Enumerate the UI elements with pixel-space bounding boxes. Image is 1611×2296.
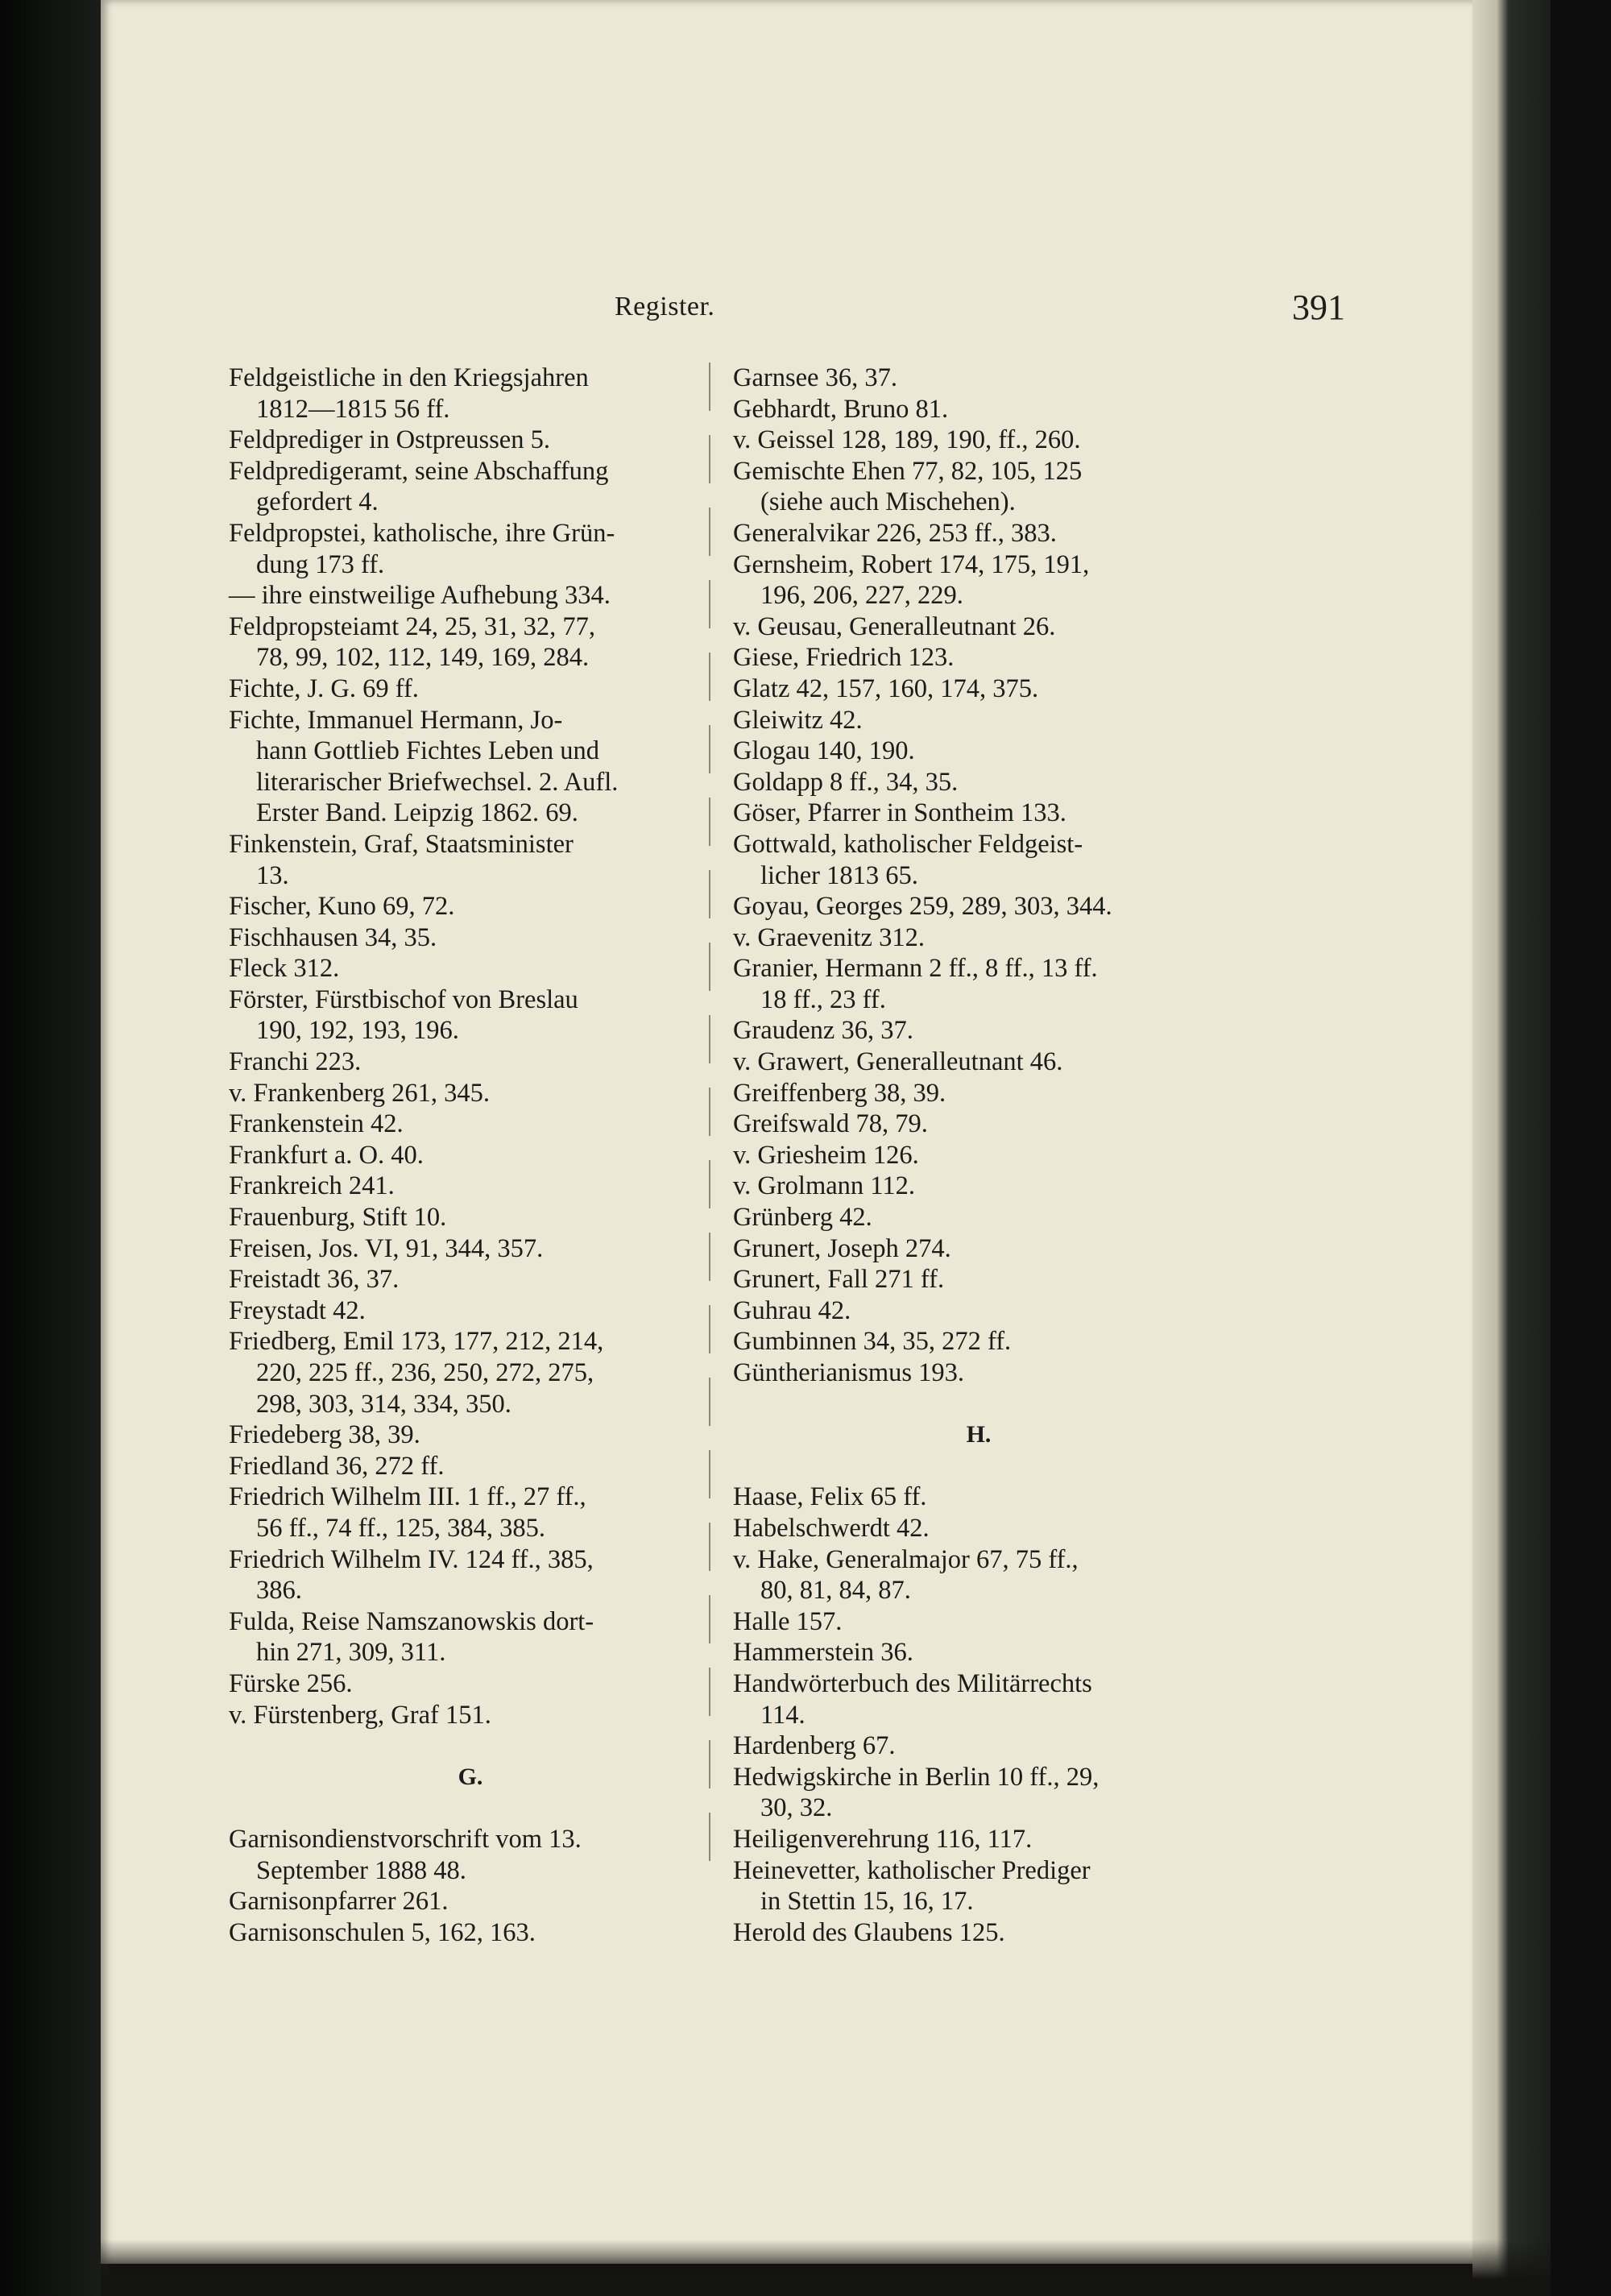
index-entry [229,984,712,1046]
index-entry-headline: Gernsheim, Robert 174, 175, 191, [733,549,1090,579]
index-entry-headline: Friedland 36, 272 ff. [229,1451,445,1481]
index-entry-headline: Friedrich Wilhelm III. 1 ff., 27 ff., [229,1482,586,1512]
index-entry-headline: Grünberg 42. [733,1203,872,1233]
index-entry [733,518,1224,549]
index-entry-headline: Frankenstein 42. [229,1109,404,1139]
index-entry-headline: Garnisonpfarrer 261. [229,1887,449,1917]
index-entry [229,1606,712,1668]
index-entry-headline: Halle 157. [733,1606,843,1636]
index-entry [733,1855,1224,1917]
index-entry [229,922,712,954]
index-entry [733,456,1224,518]
index-column-left [229,363,712,1948]
index-entry-headline: Fischhausen 34, 35. [229,922,437,952]
index-entry [733,705,1224,736]
index-entry-headline: Freystadt 42. [229,1295,366,1325]
index-entry [733,1606,1224,1638]
index-entry-continuation: 13. [256,860,289,890]
index-entry-continuation: gefordert 4. [256,487,379,517]
index-entry-headline: Güntherianismus 193. [733,1358,965,1387]
index-entries-g [733,363,1224,1389]
index-entry-continuation: 386. [256,1576,302,1606]
index-entry [733,611,1224,643]
index-entry [733,767,1224,798]
section-spacer [229,1730,712,1762]
index-entry-continuation: 196, 206, 227, 229. [760,581,963,611]
index-entry-headline: v. Griesheim 126. [733,1140,919,1170]
index-entry [733,953,1224,1015]
index-entry [733,1264,1224,1295]
index-entry-headline: Friedrich Wilhelm IV. 124 ff., 385, [229,1544,594,1574]
index-entry [733,1078,1224,1109]
index-entry-headline: Frauenburg, Stift 10. [229,1203,447,1233]
index-entry-headline: Freisen, Jos. VI, 91, 344, 357. [229,1233,544,1263]
index-entry [733,1233,1224,1265]
index-entry-headline: Haase, Felix 65 ff. [733,1482,927,1512]
index-entry [229,1140,712,1171]
index-entry [229,1668,712,1700]
index-entry-headline: Franchi 223. [229,1047,362,1077]
index-entry-headline: Gumbinnen 34, 35, 272 ff. [733,1327,1012,1357]
index-entry [229,705,712,829]
running-header [226,284,1345,327]
index-entry-continuation: September 1888 48. [256,1855,466,1885]
index-entry-headline: Giese, Friedrich 123. [733,643,955,673]
section-spacer [733,1389,1224,1420]
index-entry-headline: Fürske 256. [229,1668,353,1698]
index-entry [733,1109,1224,1140]
index-entry [733,549,1224,611]
index-entry-headline: Grunert, Fall 271 ff. [733,1265,945,1295]
index-entry [733,1295,1224,1327]
index-entry-continuation: dung 173 ff. [256,549,385,579]
index-entry [229,1326,712,1419]
index-entry-headline: v. Geusau, Generalleutnant 26. [733,611,1056,641]
index-entry [229,1824,712,1886]
running-title: Register. [615,292,715,321]
index-entry [733,1637,1224,1668]
index-entry-continuation: hin 271, 309, 311. [256,1638,446,1668]
index-entry-continuation: 56 ff., 74 ff., 125, 384, 385. [256,1513,545,1543]
index-entry-headline: Gemischte Ehen 77, 82, 105, 125 [733,456,1083,486]
index-entry-headline: Grunert, Joseph 274. [733,1233,951,1263]
index-entry-headline: Göser, Pfarrer in Sontheim 133. [733,798,1066,828]
index-entry [229,1886,712,1917]
index-entry [733,1762,1224,1824]
index-entry [229,1233,712,1265]
index-entry [229,1917,712,1949]
scan-background-left [0,0,109,2296]
index-entry [229,1078,712,1109]
index-entry-headline: Granier, Hermann 2 ff., 8 ff., 13 ff. [733,954,1098,984]
index-entry-headline: Glatz 42, 157, 160, 174, 375. [733,673,1039,703]
index-entry-headline: Feldpropstei, katholische, ihre Grün- [229,518,615,548]
section-letter-g: G. [458,1763,483,1790]
section-spacer [229,1792,712,1824]
index-entry-headline: v. Fürstenberg, Graf 151. [229,1700,491,1730]
index-entry-headline: Gottwald, katholischer Feldgeist- [733,829,1083,859]
index-entry [229,673,712,705]
index-entry [229,425,712,456]
index-entry [733,922,1224,954]
index-entry [229,1046,712,1078]
index-entry-continuation: licher 1813 65. [760,860,918,890]
index-entry-continuation: Erster Band. Leipzig 1862. 69. [256,798,578,828]
index-entry [733,1171,1224,1202]
index-entry-continuation: literarischer Briefwechsel. 2. Aufl. [256,767,619,797]
index-entry [733,1730,1224,1762]
index-entry [733,1326,1224,1357]
index-entries-h [733,1482,1224,1948]
index-entry-headline: Generalvikar 226, 253 ff., 383. [733,518,1057,548]
index-entry-continuation: 190, 192, 193, 196. [256,1016,459,1046]
index-entry-headline: Fleck 312. [229,954,340,984]
index-entry-headline: Hedwigskirche in Berlin 10 ff., 29, [733,1762,1100,1792]
index-entry-continuation: (siehe auch Mischehen). [760,487,1016,517]
index-entry-continuation: 30, 32. [760,1793,833,1823]
index-entry [733,1824,1224,1855]
index-entry-headline: v. Frankenberg 261, 345. [229,1078,491,1108]
index-entry-continuation: 1812—1815 56 ff. [256,394,450,424]
section-letter-h: H. [966,1421,992,1448]
index-entry [229,829,712,891]
index-entry-headline: Feldprediger in Ostpreussen 5. [229,425,550,455]
index-entry [229,1700,712,1731]
index-entry-headline: Garnisondienstvorschrift vom 13. [229,1824,582,1854]
index-entry [733,642,1224,673]
index-entry [733,829,1224,891]
index-entry-headline: Greiffenberg 38, 39. [733,1078,946,1108]
index-entry [733,891,1224,922]
index-entry-continuation: 114. [760,1700,806,1730]
index-entry-headline: Gebhardt, Bruno 81. [733,394,949,424]
index-entry [229,456,712,518]
index-entry-headline: Goyau, Georges 259, 289, 303, 344. [733,892,1112,922]
index-entry-headline: v. Grawert, Generalleutnant 46. [733,1047,1063,1077]
index-entry-headline: v. Grolmann 112. [733,1171,915,1201]
index-entry-headline: v. Hake, Generalmajor 67, 75 ff., [733,1544,1079,1574]
index-entry-continuation: 220, 225 ff., 236, 250, 272, 275, [256,1358,594,1387]
index-entry-headline: Förster, Fürstbischof von Breslau [229,984,578,1014]
bottom-shadow [101,2240,1551,2296]
index-entry [733,1668,1224,1730]
page-edge [1472,0,1553,2296]
index-entry-headline: Glogau 140, 190. [733,736,915,766]
index-entry-continuation: 298, 303, 314, 334, 350. [256,1389,511,1419]
index-entry-headline: Heinevetter, katholischer Prediger [733,1855,1091,1885]
scan-background-right [1551,0,1611,2296]
index-entry-headline: Heiligenverehrung 116, 117. [733,1824,1033,1854]
index-entry [229,518,712,580]
index-entry-continuation: 80, 81, 84, 87. [760,1576,911,1606]
index-entry-headline: Feldpredigeramt, seine Abschaffung [229,456,609,486]
index-entry-headline: Fulda, Reise Namszanowskis dort- [229,1606,594,1636]
index-entry-continuation: 18 ff., 23 ff. [760,984,886,1014]
index-entry [229,1171,712,1202]
index-entry [733,1917,1224,1949]
index-entry-headline: Graudenz 36, 37. [733,1016,913,1046]
index-entry-continuation: 78, 99, 102, 112, 149, 169, 284. [256,643,590,673]
index-entry-headline: Freistadt 36, 37. [229,1265,400,1295]
index-column-right [733,363,1224,1948]
index-entry [229,363,712,425]
section-spacer [733,1451,1224,1482]
index-entry [229,1264,712,1295]
index-entry-headline: Habelschwerdt 42. [733,1513,930,1543]
index-entry [733,1140,1224,1171]
index-entry [229,891,712,922]
index-entry [229,1109,712,1140]
index-entry-continuation: hann Gottlieb Fichtes Leben und [256,736,600,766]
index-entry-headline: Hardenberg 67. [733,1731,896,1761]
index-entry [229,1482,712,1544]
index-entry [733,1513,1224,1544]
index-entry [229,1202,712,1233]
index-entry-headline: Finkenstein, Graf, Staatsminister [229,829,574,859]
index-entry [733,1046,1224,1078]
index-entry-headline: Guhrau 42. [733,1295,851,1325]
index-entry-headline: v. Geissel 128, 189, 190, ff., 260. [733,425,1081,455]
index-entry [733,1015,1224,1046]
index-entry [733,1544,1224,1606]
index-entry [733,798,1224,829]
index-entry-headline: Fichte, Immanuel Hermann, Jo- [229,705,563,735]
index-entry [733,1357,1224,1389]
index-entry-headline: Fichte, J. G. 69 ff. [229,673,419,703]
index-entry-headline: Fischer, Kuno 69, 72. [229,892,455,922]
index-entry [229,611,712,673]
index-entry-headline: Friedberg, Emil 173, 177, 212, 214, [229,1327,604,1357]
index-entry-headline: Handwörterbuch des Militärrechts [733,1668,1092,1698]
index-entry-headline: Herold des Glaubens 125. [733,1917,1005,1947]
index-entry-headline: Friedeberg 38, 39. [229,1420,420,1450]
index-entry [733,425,1224,456]
index-entry [733,736,1224,767]
index-entry-continuation: in Stettin 15, 16, 17. [760,1887,974,1917]
index-entry-headline: Feldgeistliche in den Kriegsjahren [229,363,589,392]
index-entry [733,1202,1224,1233]
index-entry-headline: Gleiwitz 42. [733,705,863,735]
index-entry [229,1419,712,1451]
index-entry [229,1295,712,1327]
index-entry [229,580,712,611]
index-entry [229,953,712,984]
index-entry-headline: Greifswald 78, 79. [733,1109,928,1139]
index-entry-headline: Frankreich 241. [229,1171,395,1201]
index-entry [733,673,1224,705]
index-entry [733,1482,1224,1513]
index-entry [229,1544,712,1606]
index-entries-f [229,363,712,1730]
index-entry-headline: Goldapp 8 ff., 34, 35. [733,767,959,797]
page-number: 391 [1292,288,1345,327]
index-entry [733,394,1224,425]
index-entry-headline: Frankfurt a. O. 40. [229,1140,424,1170]
index-entries-g-left [229,1824,712,1948]
index-entry-headline: Feldpropsteiamt 24, 25, 31, 32, 77, [229,611,595,641]
index-entry-headline: — ihre einstweilige Aufhebung 334. [229,581,611,611]
index-entry-headline: Garnisonschulen 5, 162, 163. [229,1917,536,1947]
index-entry [733,363,1224,394]
index-entry [229,1451,712,1482]
index-entry-headline: v. Graevenitz 312. [733,922,925,952]
index-entry-headline: Hammerstein 36. [733,1638,913,1668]
index-entry-headline: Garnsee 36, 37. [733,363,897,392]
